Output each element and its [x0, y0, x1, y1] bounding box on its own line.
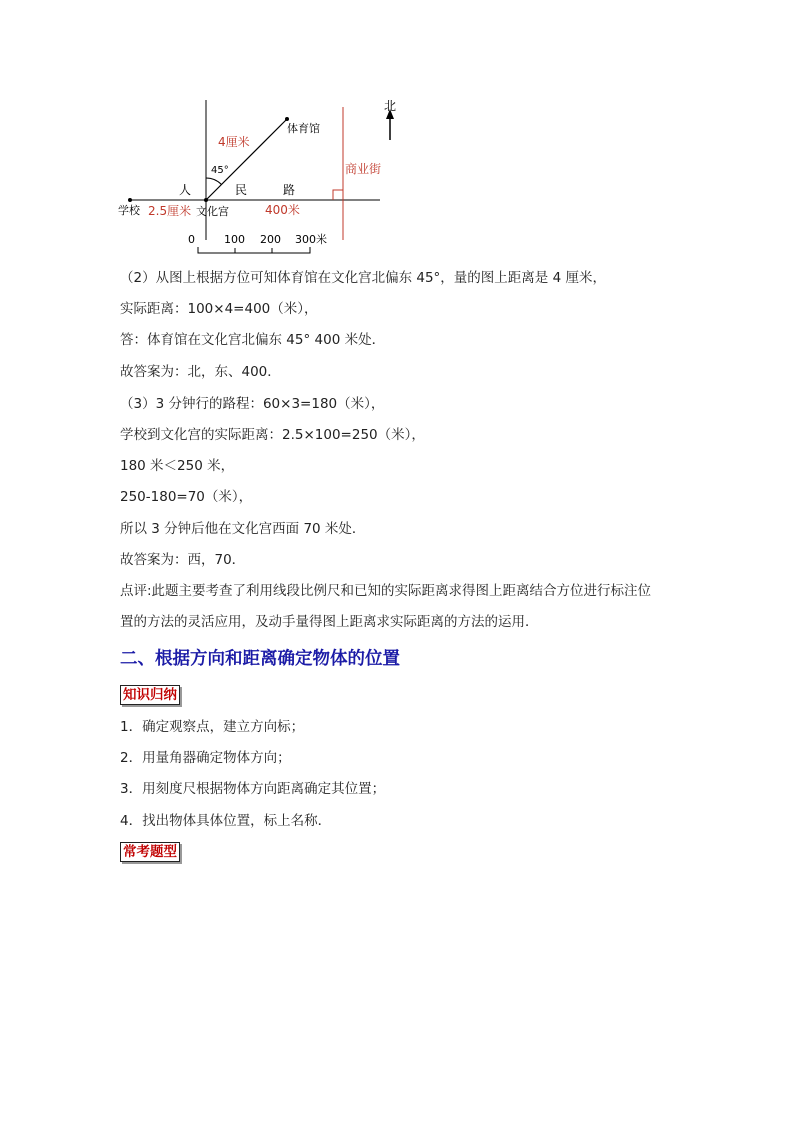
- solution-line: 故答案为：西，70．: [120, 552, 246, 568]
- solution-line: 答：体育馆在文化宫北偏东 45° 400 米处．: [120, 332, 386, 348]
- scale-label-100: 100: [224, 233, 245, 246]
- angle-label: 45°: [211, 165, 229, 176]
- dist-4cm-label: 4厘米: [218, 135, 250, 149]
- road-lu-label: 路: [283, 183, 296, 197]
- school-label: 学校: [118, 204, 140, 217]
- stadium-label: 体育馆: [287, 122, 320, 135]
- solution-line: 实际距离：100×4=400（米），: [120, 301, 318, 317]
- road-ren-label: 人: [179, 183, 192, 197]
- scale-bar: [198, 247, 310, 253]
- road-min-label: 民: [235, 183, 248, 197]
- solution-line: 250-180=70（米），: [120, 489, 253, 505]
- solution-line: （3）3 分钟行的路程：60×3=180（米），: [120, 396, 385, 412]
- solution-line: 所以 3 分钟后他在文化宫西面 70 米处．: [120, 521, 366, 537]
- scale-label-0: 0: [188, 233, 195, 246]
- direction-diagram: [110, 95, 410, 255]
- step-item: 4．找出物体具体位置，标上名称．: [120, 813, 332, 829]
- knowledge-tag: 知识归纳: [120, 685, 180, 705]
- stadium-dot: [285, 117, 289, 121]
- dist-400m-label: 400米: [265, 203, 300, 217]
- right-angle-mark: [333, 190, 343, 200]
- palace-dot: [204, 198, 208, 202]
- dist-25cm-label: 2.5厘米: [148, 204, 192, 218]
- solution-line: （2）从图上根据方位可知体育馆在文化宫北偏东 45°，量的图上距离是 4 厘米，: [120, 270, 606, 286]
- step-item: 1．确定观察点，建立方向标；: [120, 719, 305, 735]
- step-item: 2．用量角器确定物体方向；: [120, 750, 291, 766]
- section-heading: 二、根据方向和距离确定物体的位置: [120, 649, 400, 669]
- school-dot: [128, 198, 132, 202]
- solution-line: 故答案为：北，东、400．: [120, 364, 281, 380]
- scale-label-200: 200: [260, 233, 281, 246]
- step-item: 3．用刻度尺根据物体方向距离确定其位置；: [120, 781, 386, 797]
- angle-arc: [206, 178, 222, 185]
- scale-label-300: 300米: [295, 233, 327, 246]
- shopping-street-label: 商业街: [345, 162, 382, 176]
- diagram-svg: [110, 95, 410, 255]
- palace-label: 文化宫: [196, 205, 229, 218]
- common-questions-tag: 常考题型: [120, 842, 180, 862]
- solution-line: 学校到文化宫的实际距离：2.5×100=250（米），: [120, 427, 425, 443]
- comment-line: 点评:此题主要考查了利用线段比例尺和已知的实际距离求得图上距离结合方位进行标注位: [120, 583, 652, 599]
- comment-line: 置的方法的灵活应用，及动手量得图上距离求实际距离的方法的运用．: [120, 614, 539, 630]
- north-label: 北: [384, 99, 397, 113]
- solution-line: 180 米＜250 米，: [120, 458, 235, 474]
